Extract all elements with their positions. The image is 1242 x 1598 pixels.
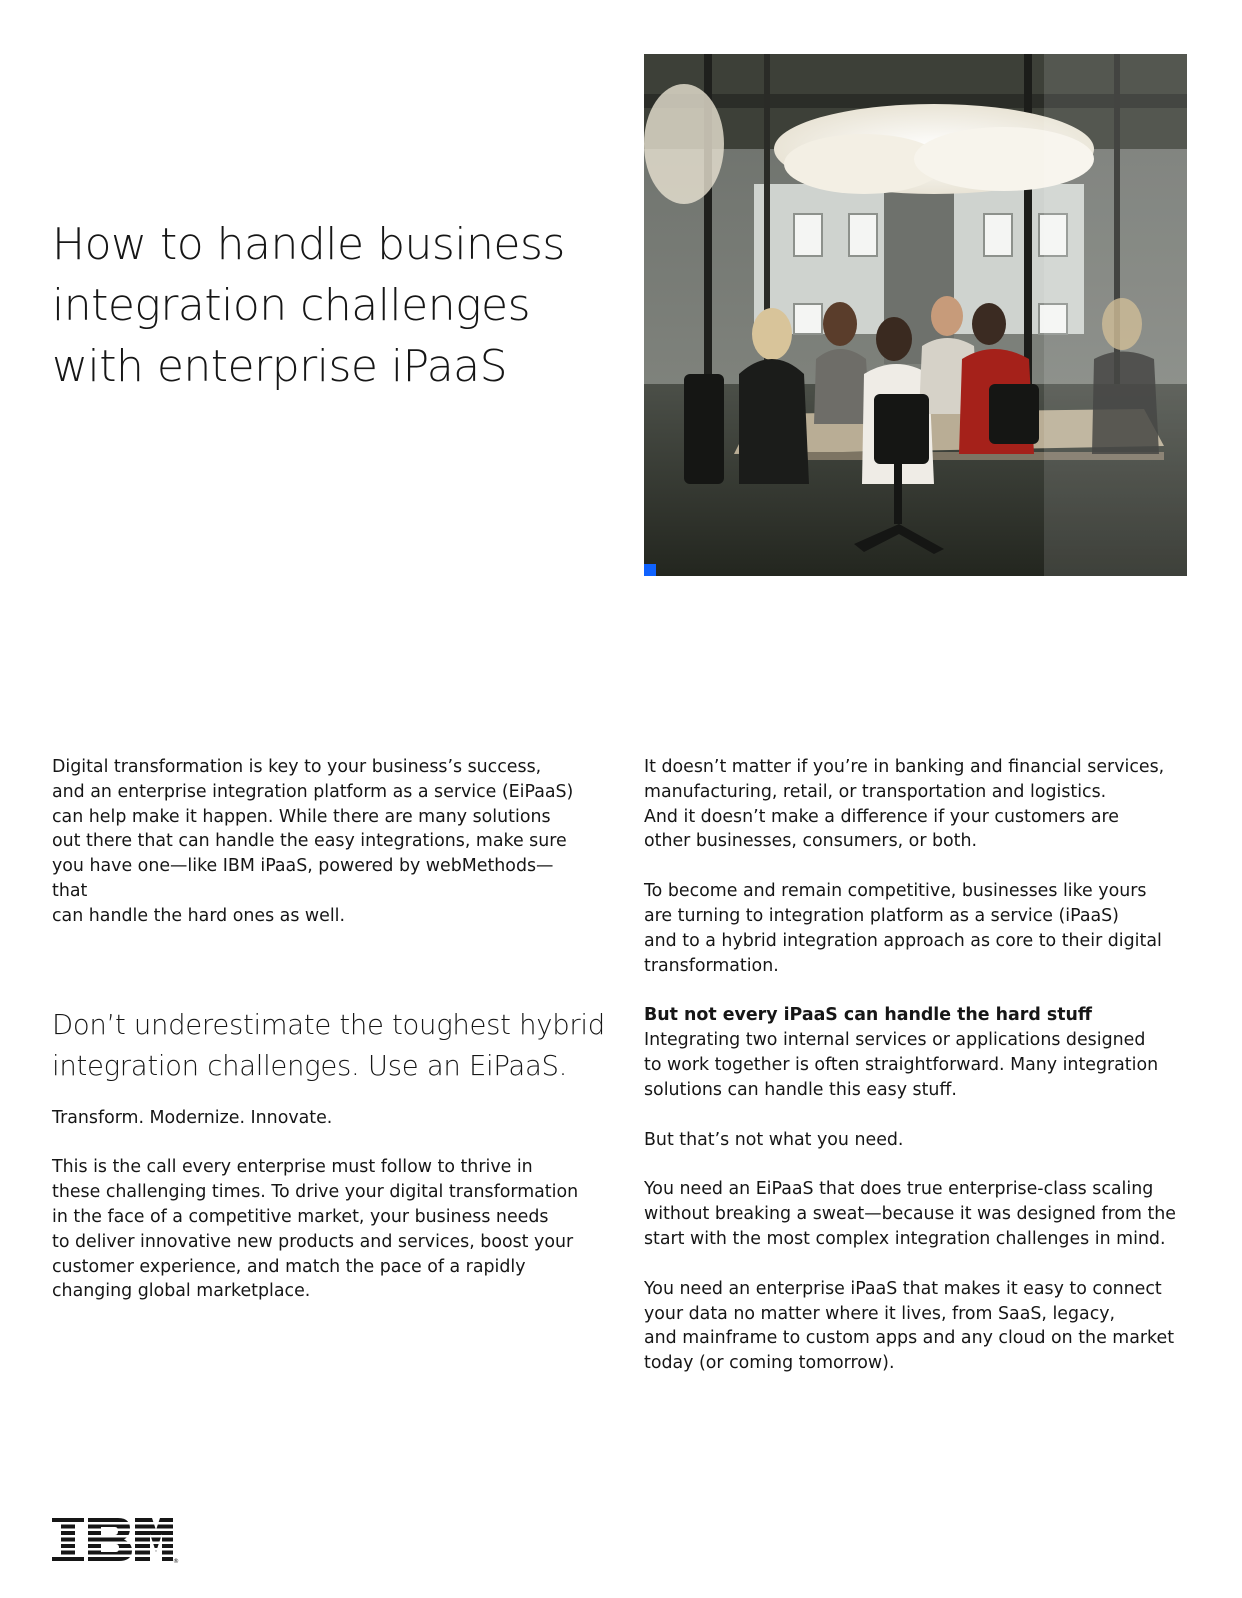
industries-paragraph: It doesn’t matter if you’re in banking and financial services, manufacturing, retail, or transportation and logistics. And it doesn’t make a difference if your customers are other businesses, consumers, or both. xyxy=(644,757,1165,852)
photo-accent-square xyxy=(644,564,656,576)
title-line: with enterprise iPaaS xyxy=(52,341,508,392)
tagline: Transform. Modernize. Innovate. xyxy=(52,1107,333,1128)
scaling-paragraph: You need an EiPaaS that does true enterprise-class scaling without breaking a sweat—because it was designed from the start with the most complex integration challenges in mind. xyxy=(644,1179,1177,1249)
section-subheading: Don’t underestimate the toughest hybrid integration challenges. Use an EiPaaS. xyxy=(52,1008,605,1082)
title-line: How to handle business xyxy=(52,219,565,270)
svg-text:®: ® xyxy=(173,1558,179,1565)
hero-photo xyxy=(644,54,1187,576)
hard-stuff-heading: But not every iPaaS can handle the hard stuff xyxy=(644,1005,1092,1026)
hard-stuff-paragraph: But not every iPaaS can handle the hard stuff Integrating two internal services or applications designed to work together is often straightforward. Many integration solutions can handle this easy stuff. xyxy=(644,1003,1199,1102)
left-column xyxy=(52,755,605,1304)
right-column xyxy=(644,755,1199,1376)
need-paragraph: But that’s not what you need. xyxy=(644,1129,904,1150)
connect-paragraph: You need an enterprise iPaaS that makes it easy to connect your data no matter where it lives, from SaaS, legacy, and mainframe to custom apps and any cloud on the market today (or coming tomorrow). xyxy=(644,1278,1175,1374)
intro-paragraph: Digital transformation is key to your business’s success, and an enterprise integration platform as a service (EiPaaS) can help make it happen. While there are many solutions out there that can handle the easy integrations, make sure you have one—like IBM iPaaS, powered by webMethods—that can handle the hard ones as well. xyxy=(52,757,574,926)
title-line: integration challenges xyxy=(52,280,531,331)
body-paragraph: This is the call every enterprise must follow to thrive in these challenging times. To drive your digital transformation in the face of a competitive market, your business needs to deliver innovative new products and services, boost your customer experience, and match the pace of a rapidly changing global marketplace. xyxy=(52,1157,579,1302)
page-title xyxy=(52,214,592,397)
competitive-paragraph: To become and remain competitive, businesses like yours are turning to integration platform as a service (iPaaS) and to a hybrid integration approach as core to their digital transformation. xyxy=(644,881,1162,976)
meeting-room-image xyxy=(644,54,1187,576)
ibm-logo xyxy=(52,1518,179,1565)
